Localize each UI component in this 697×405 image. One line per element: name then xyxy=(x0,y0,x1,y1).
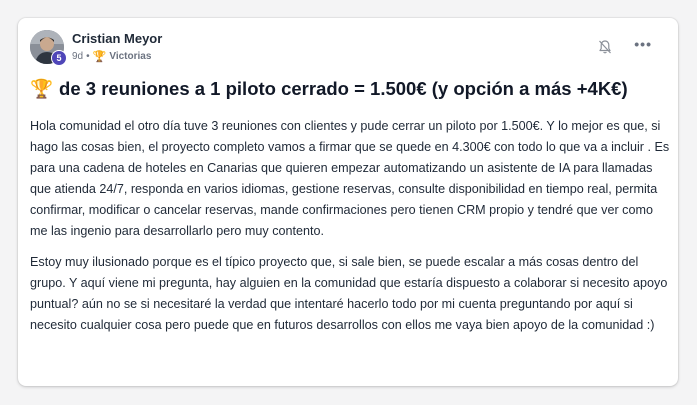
avatar-wrap[interactable] xyxy=(30,30,64,64)
post-title-text: de 3 reuniones a 1 piloto cerrado = 1.500€ (y opción a más +4K€) xyxy=(59,78,628,99)
meta-separator: • xyxy=(86,51,90,62)
trophy-icon: 🏆 xyxy=(92,50,107,63)
post-card xyxy=(18,18,678,386)
post-time: 9d xyxy=(72,51,84,62)
trophy-icon: 🏆 xyxy=(30,78,54,99)
post-paragraph: Hola comunidad el otro día tuve 3 reuniones con clientes y pude cerrar un piloto por 1.500€. Y lo mejor es que, si hago las cosas bien, el proyecto completo vamos a firmar que se quede en 4.300€ con todo lo que va a incluir . Es para una cadena de hoteles en Canarias que quieren empezar automatizando un asistente de IA para llamadas que atienda 24/7, responda en varios idiomas, gestione reservas, consulte disponibilidad en tiempo real, permita confirmar, modificar o cancelar reservas, mande confirmaciones pero tienen CRM propio y tendré que ver como me las ingenio para desarrollarlo pero muy contento. xyxy=(30,119,670,238)
more-options-button[interactable]: ••• xyxy=(634,36,652,52)
post-paragraph: Estoy muy ilusionado porque es el típico proyecto que, si sale bien, se puede escalar a más cosas dentro del grupo. Y aquí viene mi pregunta, hay alguien en la comunidad que estaría dispuesto a colaborar si necesito apoyo puntual? aún no se si necesitaré la verdad que intentaré hacerlo todo por mi cuenta preguntando por aquí si necesito cualquier cosa pero puede que en futuros desarrollos con ellos me vaya bien apoyo de la comunidad :) xyxy=(30,255,668,332)
author-name[interactable]: Cristian Meyor xyxy=(72,31,163,46)
post-body xyxy=(30,116,670,346)
category-label[interactable]: Victorias xyxy=(109,51,152,62)
level-badge: 5 xyxy=(51,50,67,66)
post-header xyxy=(30,30,666,66)
post-title xyxy=(30,78,666,100)
post-meta xyxy=(72,51,151,62)
bell-off-icon[interactable] xyxy=(596,38,614,56)
